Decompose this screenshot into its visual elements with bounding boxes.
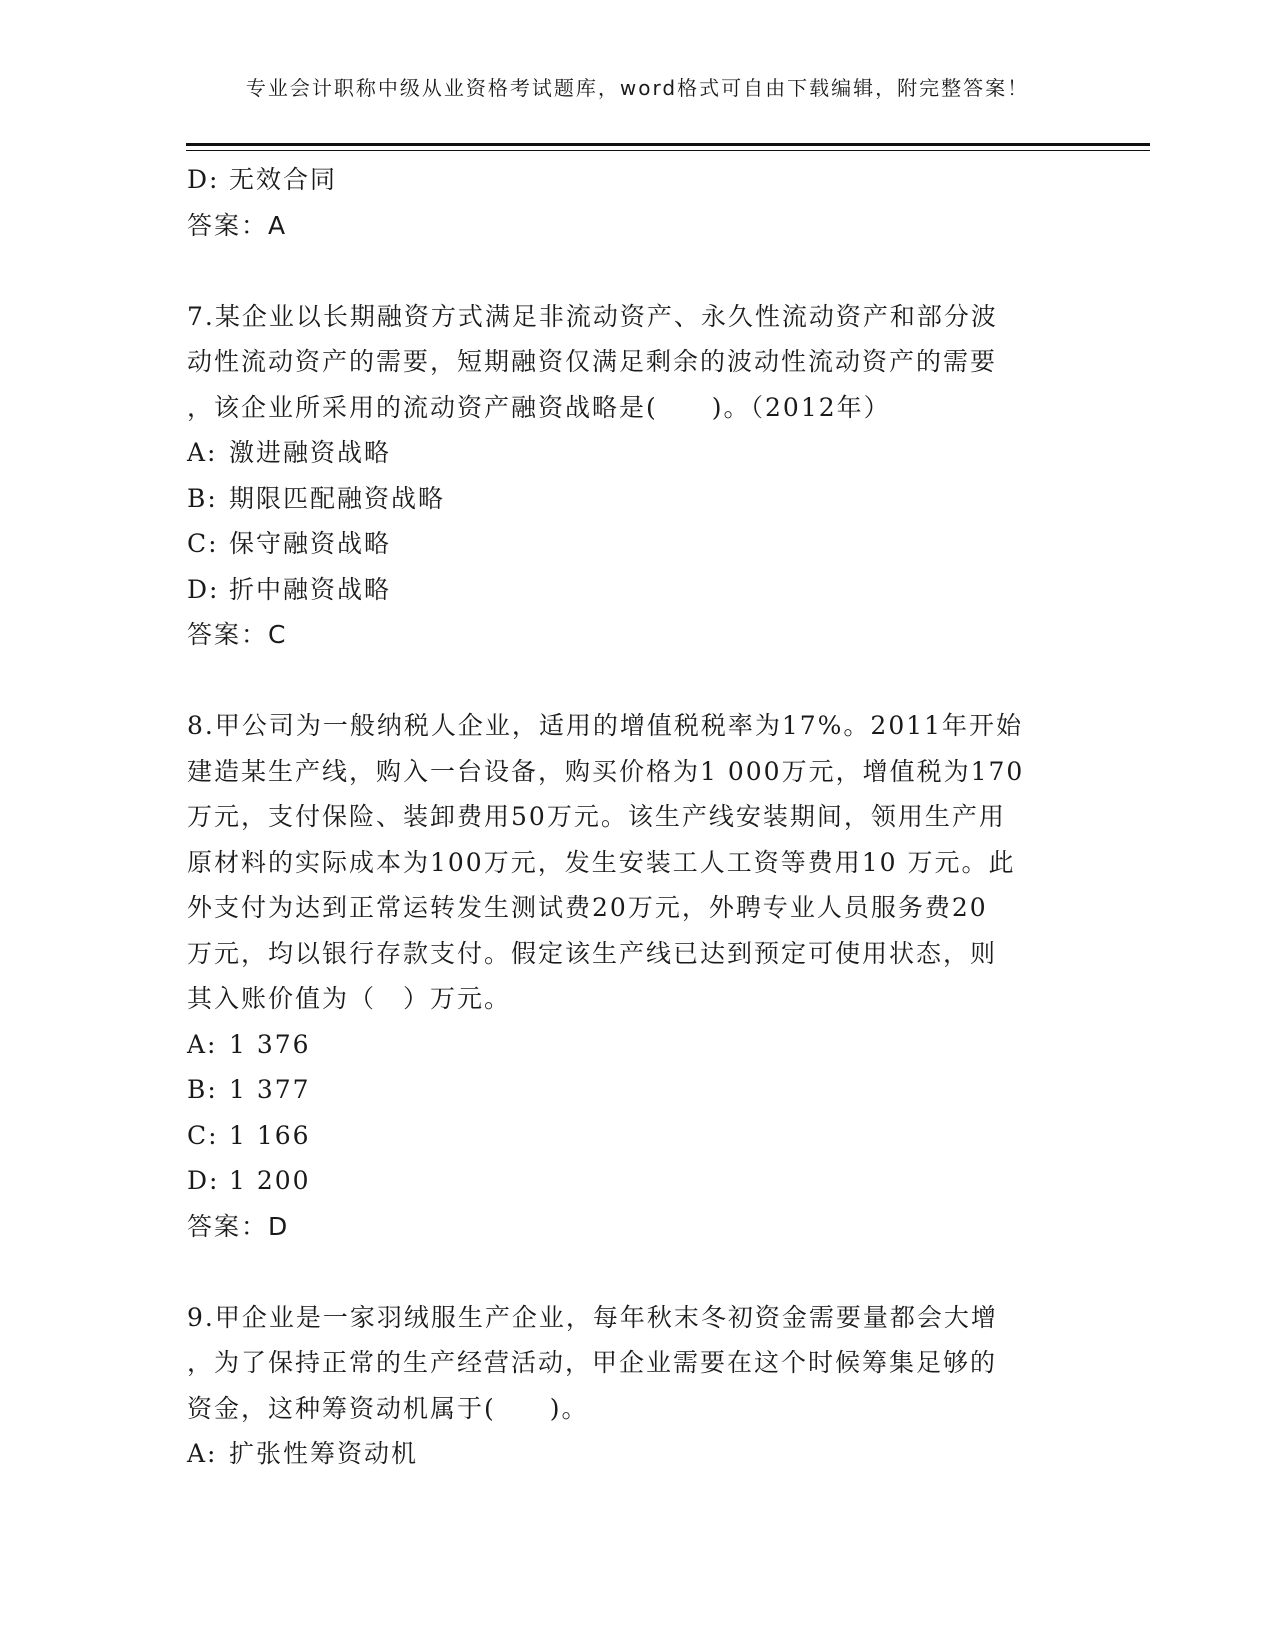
q9-stem-line: ，为了保持正常的生产经营活动，甲企业需要在这个时候筹集足够的	[187, 1348, 998, 1377]
q8-stem-line: 建造某生产线，购入一台设备，购买价格为1 000万元，增值税为170	[187, 756, 1025, 786]
q7-stem-line: 7.某企业以长期融资方式满足非流动资产、永久性流动资产和部分波	[187, 301, 998, 331]
q7-option-b: B: 期限匹配融资战略	[187, 483, 446, 513]
q7-stem-line: ，该企业所采用的流动资产融资战略是( )。（2012年）	[187, 392, 891, 422]
spacer	[187, 248, 1087, 294]
q8-option-c: C: 1 166	[187, 1120, 311, 1150]
q8-stem-line: 万元，支付保险、装卸费用50万元。该生产线安装期间，领用生产用	[187, 802, 1006, 831]
q8-stem-line: 原材料的实际成本为100万元，发生安装工人工资等费用10 万元。此	[187, 847, 1016, 877]
question-9	[187, 1295, 1087, 1477]
q7-option-c: C: 保守融资战略	[187, 529, 392, 558]
q7-option-d: D: 折中融资战略	[187, 574, 392, 604]
header-rule-thin	[186, 150, 1150, 151]
prev-option-d: D: 无效合同	[187, 165, 338, 194]
q8-stem-line: 其入账价值为（ ）万元。	[187, 984, 512, 1013]
prev-answer: 答案：A	[187, 210, 288, 240]
spacer	[187, 658, 1087, 704]
page-header: 专业会计职称中级从业资格考试题库，word格式可自由下载编辑，附完整答案！	[245, 76, 1030, 100]
q8-stem-line: 外支付为达到正常运转发生测试费20万元，外聘专业人员服务费20	[187, 893, 988, 922]
q8-option-b: B: 1 377	[187, 1075, 311, 1104]
q7-option-a: A: 激进融资战略	[187, 438, 392, 467]
spacer	[187, 1249, 1087, 1295]
q9-stem-line: 资金，这种筹资动机属于( )。	[187, 1393, 589, 1423]
q7-stem-line: 动性流动资产的需要，短期融资仅满足剩余的波动性流动资产的需要	[187, 347, 998, 376]
header-rule-thick	[186, 143, 1150, 146]
q9-option-a: A: 扩张性筹资动机	[187, 1439, 419, 1468]
question-7	[187, 294, 1087, 658]
question-8	[187, 703, 1087, 1249]
q9-stem-line: 9.甲企业是一家羽绒服生产企业，每年秋末冬初资金需要量都会大增	[187, 1302, 998, 1332]
document-body	[187, 157, 1087, 1477]
q8-answer: 答案：D	[187, 1211, 290, 1241]
q8-stem-line: 8.甲公司为一般纳税人企业，适用的增值税税率为17%。2011年开始	[187, 711, 1024, 740]
q8-option-a: A: 1 376	[187, 1029, 311, 1059]
q7-answer: 答案：C	[187, 620, 288, 649]
q8-stem-line: 万元，均以银行存款支付。假定该生产线已达到预定可使用状态，则	[187, 938, 998, 968]
q8-option-d: D: 1 200	[187, 1166, 311, 1195]
